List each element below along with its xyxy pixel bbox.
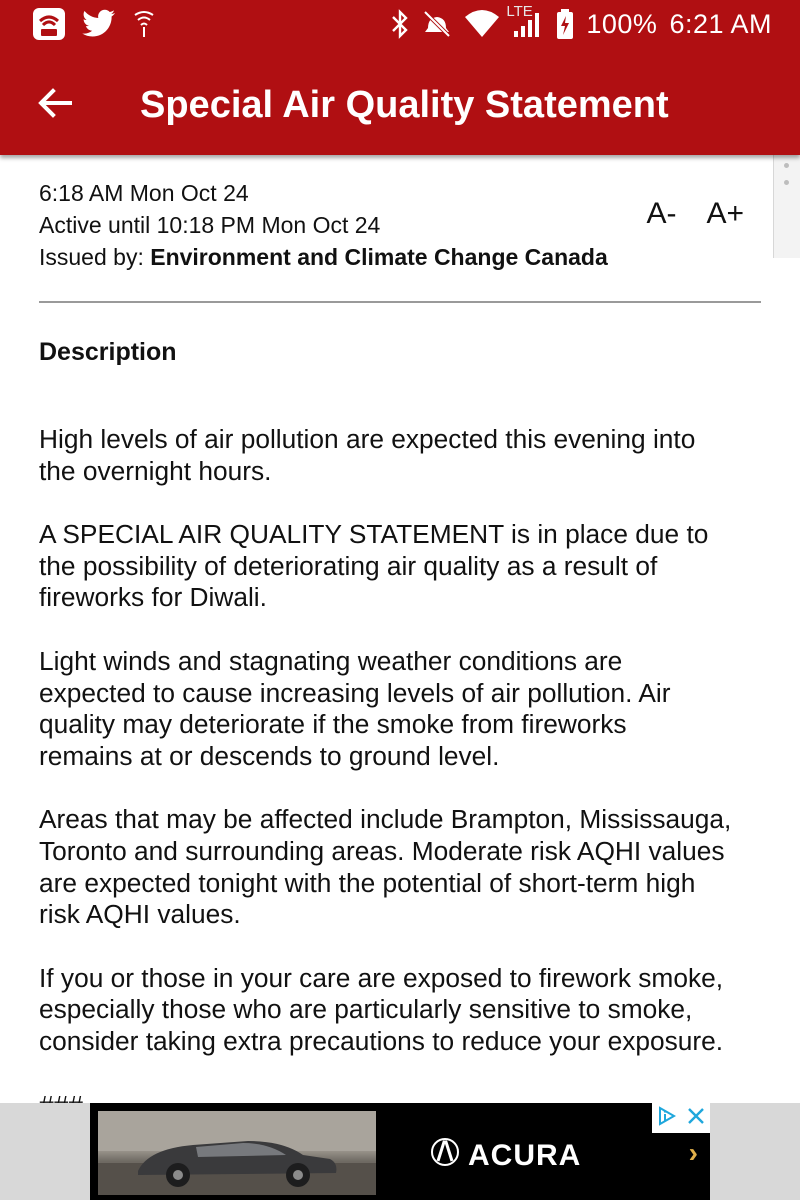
ad-banner[interactable] xyxy=(0,1103,800,1200)
issued-by-label: Issued by: xyxy=(39,244,144,270)
back-arrow-icon xyxy=(38,88,72,123)
description-paragraph: A SPECIAL AIR QUALITY STATEMENT is in place due to the possibility of deteriorating air quality as a result of fireworks for Diwali. xyxy=(39,519,709,613)
battery-percentage: 100% xyxy=(586,8,658,39)
alert-content[interactable] xyxy=(0,155,800,1103)
scroll-dot xyxy=(784,180,789,185)
toolbar xyxy=(0,60,800,150)
battery-icon xyxy=(556,8,574,40)
issued-time: 6:18 AM Mon Oct 24 xyxy=(39,180,249,206)
signal-icon xyxy=(506,3,544,39)
decrease-font-button[interactable]: A- xyxy=(646,197,677,230)
muted-icon xyxy=(422,8,452,40)
font-size-controls xyxy=(646,197,744,231)
acura-emblem-icon xyxy=(430,1137,460,1175)
wifi-hotspot-icon xyxy=(32,7,66,41)
description-paragraph: Areas that may be affected include Brampton, Mississauga, Toronto and surrounding areas. Moderate risk AQHI values are expected tonight with the potential of short-term high risk AQHI values. xyxy=(39,804,732,930)
issuer-name: Environment and Climate Change Canada xyxy=(150,244,608,270)
ad-arrow[interactable]: › xyxy=(688,1137,698,1168)
bluetooth-icon xyxy=(390,8,410,40)
description-paragraph: High levels of air pollution are expected this evening into the overnight hours. xyxy=(39,424,696,486)
ad-choices[interactable] xyxy=(652,1103,710,1133)
back-button[interactable] xyxy=(30,80,80,130)
page-title: Special Air Quality Statement xyxy=(140,84,669,126)
status-bar-left xyxy=(32,4,156,44)
clock: 6:21 AM xyxy=(669,8,772,39)
network-type: LTE xyxy=(506,3,533,20)
description-paragraph: If you or those in your care are exposed to firework smoke, especially those who are particularly sensitive to smoke, consider taking extra precautions to reduce your exposure. xyxy=(39,962,724,1056)
car-image xyxy=(98,1111,376,1195)
increase-font-button[interactable]: A+ xyxy=(706,197,744,230)
scroll-dot xyxy=(784,163,789,168)
acura-logo xyxy=(430,1137,581,1175)
status-bar-right xyxy=(390,4,772,44)
active-until: Active until 10:18 PM Mon Oct 24 xyxy=(39,212,381,238)
alert-meta xyxy=(39,177,608,273)
issued-by xyxy=(39,241,608,273)
description-body xyxy=(39,424,769,1153)
description-paragraph: Light winds and stagnating weather conditions are expected to cause increasing levels of air pollution. Air quality may deteriorate if the smoke from fireworks remains at or descends to ground level. xyxy=(39,645,671,771)
close-icon[interactable] xyxy=(686,1106,706,1131)
wifi-notification-icon xyxy=(132,9,156,39)
description-heading: Description xyxy=(39,338,177,366)
status-bar xyxy=(0,0,800,48)
adchoices-icon[interactable] xyxy=(656,1105,678,1132)
ad-creative[interactable] xyxy=(90,1103,710,1200)
wifi-icon xyxy=(464,9,500,39)
twitter-icon xyxy=(82,9,116,39)
divider xyxy=(39,301,761,303)
ad-brand: ACURA xyxy=(468,1139,582,1172)
app-bar xyxy=(0,0,800,155)
